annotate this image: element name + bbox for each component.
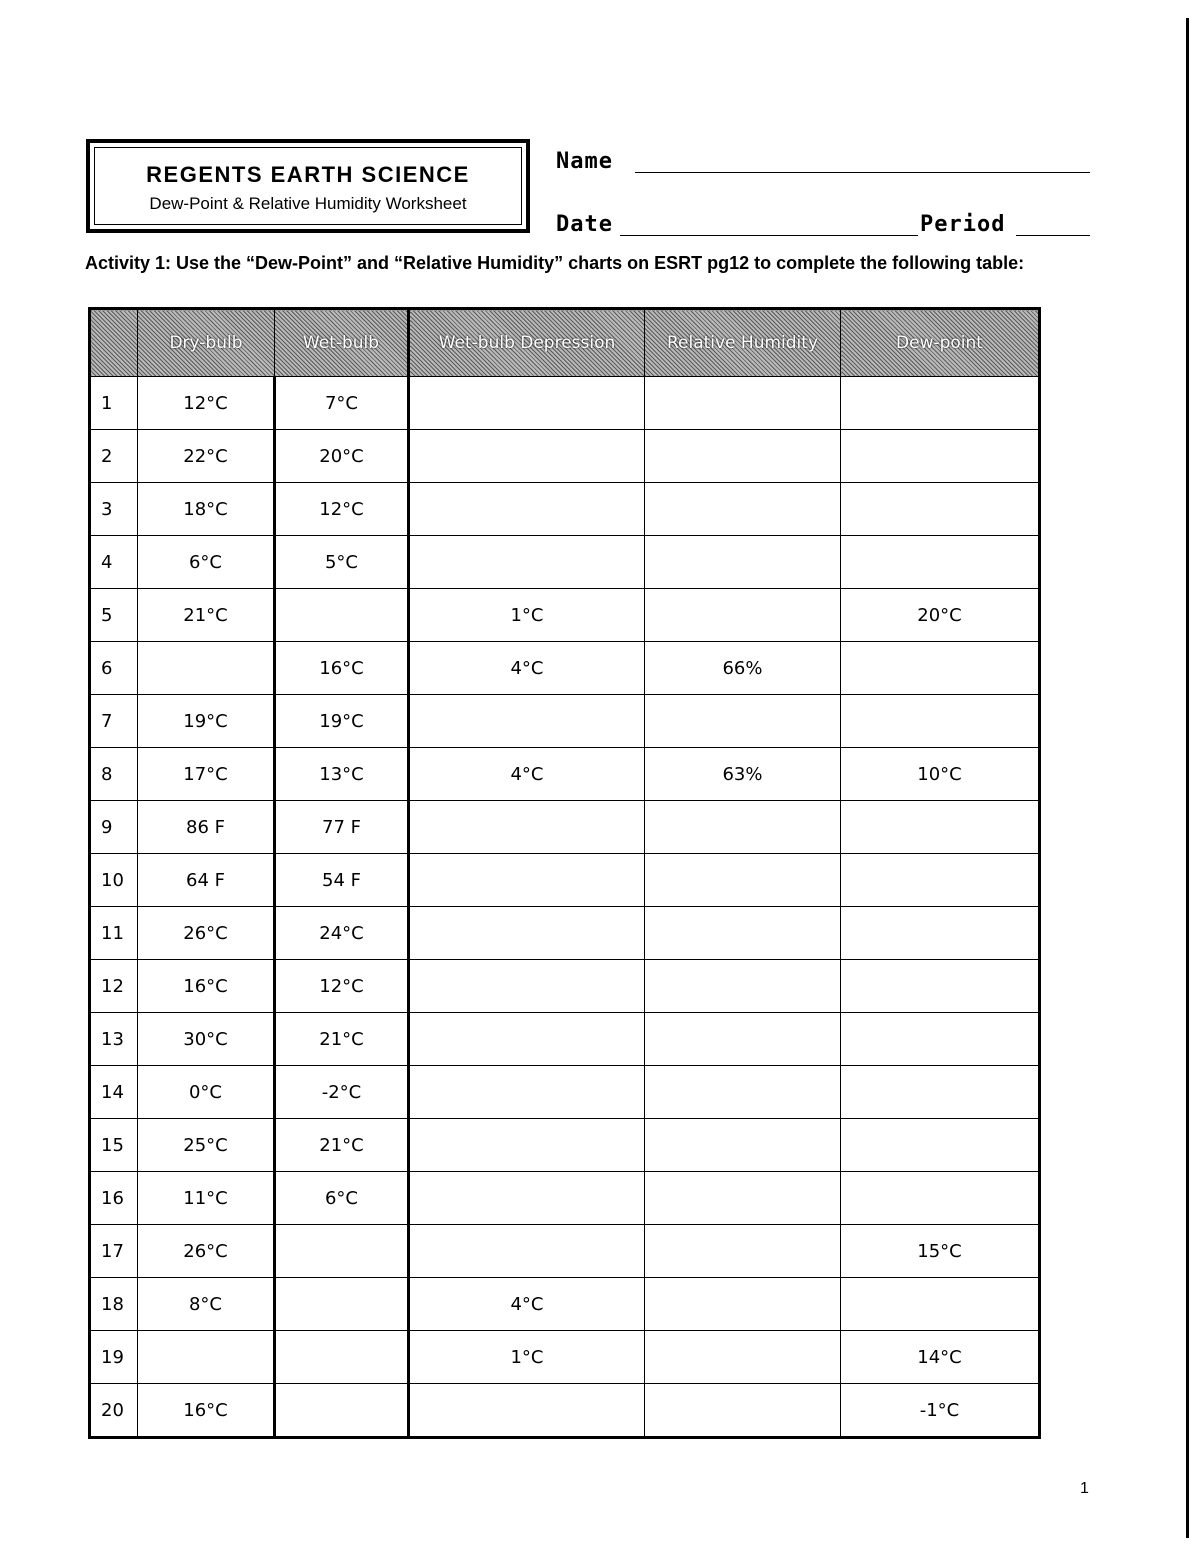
title-box-inner [94, 147, 522, 225]
row-number-cell: 1 [90, 377, 138, 430]
wet-bulb-cell[interactable]: 20°C [275, 430, 409, 483]
dry-bulb-cell[interactable]: 16°C [138, 1384, 275, 1438]
title-box [86, 139, 530, 233]
relative-humidity-cell[interactable] [645, 377, 841, 430]
wet-bulb-depression-cell[interactable]: 1°C [409, 1331, 645, 1384]
wet-bulb-depression-cell[interactable]: 4°C [409, 642, 645, 695]
column-header-wet-bulb-depression: Wet-bulb Depression [409, 309, 645, 377]
table-row [90, 907, 1040, 960]
wet-bulb-cell[interactable]: 19°C [275, 695, 409, 748]
dry-bulb-cell[interactable]: 0°C [138, 1066, 275, 1119]
wet-bulb-cell[interactable]: 21°C [275, 1119, 409, 1172]
wet-bulb-depression-cell[interactable] [409, 960, 645, 1013]
table-row [90, 377, 1040, 430]
relative-humidity-cell[interactable] [645, 1384, 841, 1438]
row-number-cell: 20 [90, 1384, 138, 1438]
row-number-cell: 19 [90, 1331, 138, 1384]
dew-point-cell[interactable] [841, 483, 1040, 536]
wet-bulb-depression-cell[interactable] [409, 377, 645, 430]
dew-point-cell[interactable] [841, 960, 1040, 1013]
dew-point-cell[interactable] [841, 1278, 1040, 1331]
wet-bulb-depression-cell[interactable] [409, 907, 645, 960]
dew-point-cell[interactable]: 15°C [841, 1225, 1040, 1278]
column-header-wet-bulb: Wet-bulb [275, 309, 409, 377]
table-row [90, 854, 1040, 907]
wet-bulb-cell[interactable] [275, 1278, 409, 1331]
dew-point-cell[interactable] [841, 430, 1040, 483]
relative-humidity-cell[interactable]: 66% [645, 642, 841, 695]
row-number-cell: 5 [90, 589, 138, 642]
humidity-table [88, 307, 1041, 1439]
dry-bulb-cell[interactable]: 8°C [138, 1278, 275, 1331]
table-row [90, 960, 1040, 1013]
table-row [90, 1331, 1040, 1384]
dew-point-cell[interactable] [841, 642, 1040, 695]
table-row [90, 1013, 1040, 1066]
row-number-cell: 10 [90, 854, 138, 907]
table-row [90, 1384, 1040, 1438]
row-number-cell: 18 [90, 1278, 138, 1331]
row-number-cell: 15 [90, 1119, 138, 1172]
row-number-cell: 8 [90, 748, 138, 801]
table-row [90, 589, 1040, 642]
row-number-cell: 11 [90, 907, 138, 960]
relative-humidity-cell[interactable] [645, 907, 841, 960]
dry-bulb-cell[interactable]: 21°C [138, 589, 275, 642]
relative-humidity-cell[interactable] [645, 1225, 841, 1278]
relative-humidity-cell[interactable] [645, 960, 841, 1013]
relative-humidity-cell[interactable] [645, 1013, 841, 1066]
dew-point-cell[interactable] [841, 907, 1040, 960]
dew-point-cell[interactable]: 14°C [841, 1331, 1040, 1384]
wet-bulb-cell[interactable]: 24°C [275, 907, 409, 960]
table-row [90, 748, 1040, 801]
page-number: 1 [1080, 1480, 1089, 1497]
dew-point-cell[interactable] [841, 1119, 1040, 1172]
table-row [90, 536, 1040, 589]
wet-bulb-depression-cell[interactable] [409, 1119, 645, 1172]
relative-humidity-cell[interactable] [645, 1172, 841, 1225]
relative-humidity-cell[interactable] [645, 483, 841, 536]
row-number-cell: 13 [90, 1013, 138, 1066]
wet-bulb-cell[interactable] [275, 1331, 409, 1384]
column-header-number [90, 309, 138, 377]
wet-bulb-cell[interactable]: 13°C [275, 748, 409, 801]
row-number-cell: 17 [90, 1225, 138, 1278]
dry-bulb-cell[interactable]: 22°C [138, 430, 275, 483]
relative-humidity-cell[interactable] [645, 854, 841, 907]
wet-bulb-cell[interactable]: 16°C [275, 642, 409, 695]
dry-bulb-cell[interactable]: 19°C [138, 695, 275, 748]
wet-bulb-cell[interactable]: 12°C [275, 483, 409, 536]
dry-bulb-cell[interactable]: 16°C [138, 960, 275, 1013]
column-header-relative-humidity: Relative Humidity [645, 309, 841, 377]
dry-bulb-cell[interactable]: 26°C [138, 907, 275, 960]
period-field[interactable] [1016, 235, 1090, 236]
table-header-row [90, 309, 1040, 377]
table-row [90, 430, 1040, 483]
row-number-cell: 3 [90, 483, 138, 536]
wet-bulb-depression-cell[interactable] [409, 536, 645, 589]
dry-bulb-cell[interactable]: 6°C [138, 536, 275, 589]
name-label: Name [556, 149, 613, 174]
dry-bulb-cell[interactable]: 64 F [138, 854, 275, 907]
date-field[interactable] [620, 235, 918, 236]
dew-point-cell[interactable] [841, 801, 1040, 854]
wet-bulb-cell[interactable]: 7°C [275, 377, 409, 430]
relative-humidity-cell[interactable] [645, 1119, 841, 1172]
dew-point-cell[interactable] [841, 854, 1040, 907]
worksheet-title: REGENTS EARTH SCIENCE [146, 162, 470, 187]
row-number-cell: 4 [90, 536, 138, 589]
wet-bulb-depression-cell[interactable] [409, 1066, 645, 1119]
wet-bulb-depression-cell[interactable] [409, 801, 645, 854]
column-header-dew-point: Dew-point [841, 309, 1040, 377]
wet-bulb-depression-cell[interactable]: 1°C [409, 589, 645, 642]
table-row [90, 801, 1040, 854]
relative-humidity-cell[interactable] [645, 1066, 841, 1119]
row-number-cell: 12 [90, 960, 138, 1013]
wet-bulb-cell[interactable]: 12°C [275, 960, 409, 1013]
dew-point-cell[interactable] [841, 1066, 1040, 1119]
column-header-dry-bulb: Dry-bulb [138, 309, 275, 377]
wet-bulb-cell[interactable] [275, 589, 409, 642]
wet-bulb-cell[interactable] [275, 1225, 409, 1278]
wet-bulb-depression-cell[interactable] [409, 430, 645, 483]
dew-point-cell[interactable] [841, 1172, 1040, 1225]
wet-bulb-cell[interactable]: 5°C [275, 536, 409, 589]
table-row [90, 1278, 1040, 1331]
row-number-cell: 7 [90, 695, 138, 748]
dry-bulb-cell[interactable]: 18°C [138, 483, 275, 536]
wet-bulb-cell[interactable]: 6°C [275, 1172, 409, 1225]
relative-humidity-cell[interactable] [645, 695, 841, 748]
wet-bulb-depression-cell[interactable]: 4°C [409, 1278, 645, 1331]
wet-bulb-cell[interactable] [275, 1384, 409, 1438]
wet-bulb-depression-cell[interactable] [409, 1225, 645, 1278]
name-field[interactable] [635, 172, 1090, 173]
worksheet-subtitle: Dew-Point & Relative Humidity Worksheet [149, 194, 467, 213]
row-number-cell: 9 [90, 801, 138, 854]
table-row [90, 1119, 1040, 1172]
wet-bulb-cell[interactable]: 77 F [275, 801, 409, 854]
dry-bulb-cell[interactable] [138, 1331, 275, 1384]
table-row [90, 1172, 1040, 1225]
table-row [90, 483, 1040, 536]
dry-bulb-cell[interactable]: 86 F [138, 801, 275, 854]
dew-point-cell[interactable] [841, 1013, 1040, 1066]
dry-bulb-cell[interactable]: 30°C [138, 1013, 275, 1066]
relative-humidity-cell[interactable] [645, 1331, 841, 1384]
wet-bulb-cell[interactable]: -2°C [275, 1066, 409, 1119]
relative-humidity-cell[interactable] [645, 801, 841, 854]
dry-bulb-cell[interactable] [138, 642, 275, 695]
relative-humidity-cell[interactable] [645, 430, 841, 483]
table-row [90, 1066, 1040, 1119]
dew-point-cell[interactable] [841, 536, 1040, 589]
date-label: Date [556, 212, 613, 237]
wet-bulb-depression-cell[interactable] [409, 1172, 645, 1225]
wet-bulb-depression-cell[interactable]: 4°C [409, 748, 645, 801]
dew-point-cell[interactable] [841, 695, 1040, 748]
dry-bulb-cell[interactable]: 26°C [138, 1225, 275, 1278]
wet-bulb-cell[interactable]: 21°C [275, 1013, 409, 1066]
dew-point-cell[interactable]: 10°C [841, 748, 1040, 801]
page-edge-rule [1186, 18, 1189, 1538]
dew-point-cell[interactable] [841, 377, 1040, 430]
row-number-cell: 16 [90, 1172, 138, 1225]
relative-humidity-cell[interactable]: 63% [645, 748, 841, 801]
dry-bulb-cell[interactable]: 12°C [138, 377, 275, 430]
relative-humidity-cell[interactable] [645, 589, 841, 642]
row-number-cell: 2 [90, 430, 138, 483]
dew-point-cell[interactable]: 20°C [841, 589, 1040, 642]
dry-bulb-cell[interactable]: 11°C [138, 1172, 275, 1225]
period-label: Period [920, 212, 1006, 237]
wet-bulb-depression-cell[interactable] [409, 483, 645, 536]
dew-point-cell[interactable]: -1°C [841, 1384, 1040, 1438]
wet-bulb-depression-cell[interactable] [409, 854, 645, 907]
wet-bulb-depression-cell[interactable] [409, 1384, 645, 1438]
relative-humidity-cell[interactable] [645, 536, 841, 589]
table-row [90, 695, 1040, 748]
wet-bulb-depression-cell[interactable] [409, 695, 645, 748]
table-row [90, 1225, 1040, 1278]
dry-bulb-cell[interactable]: 17°C [138, 748, 275, 801]
row-number-cell: 14 [90, 1066, 138, 1119]
wet-bulb-depression-cell[interactable] [409, 1013, 645, 1066]
relative-humidity-cell[interactable] [645, 1278, 841, 1331]
dry-bulb-cell[interactable]: 25°C [138, 1119, 275, 1172]
activity-instructions: Activity 1: Use the “Dew-Point” and “Relative Humidity” charts on ESRT pg12 to complete the following table: [85, 253, 1025, 273]
table-row [90, 642, 1040, 695]
row-number-cell: 6 [90, 642, 138, 695]
wet-bulb-cell[interactable]: 54 F [275, 854, 409, 907]
